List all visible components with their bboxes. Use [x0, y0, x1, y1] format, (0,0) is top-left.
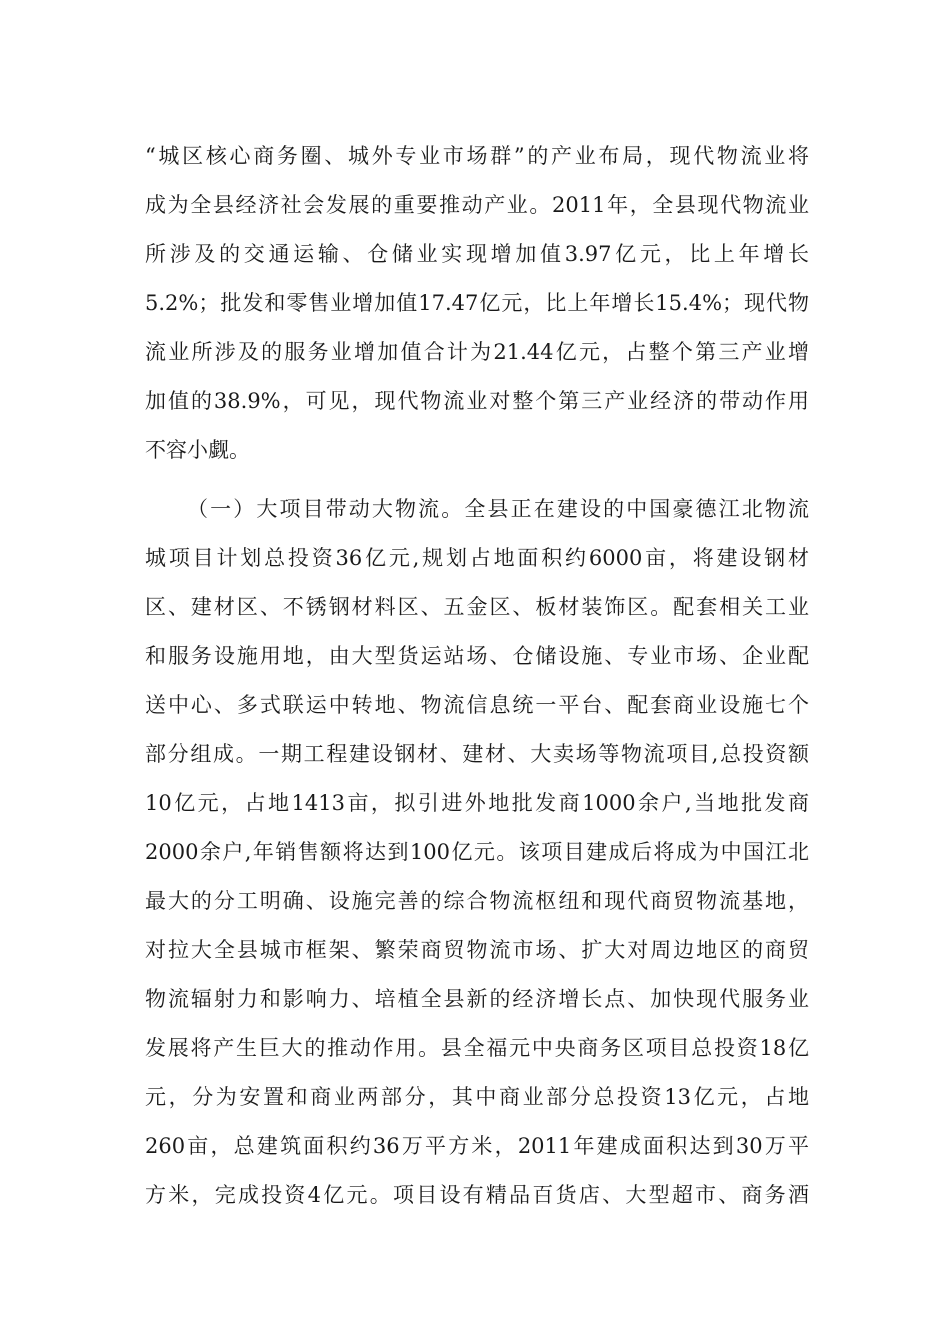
- text-line: 2000余户,年销售额将达到100亿元。该项目建成后将成为中国江北: [145, 840, 809, 864]
- text-line: 加值的38.9%，可见，现代物流业对整个第三产业经济的带动作用: [145, 389, 809, 413]
- document-body: [145, 132, 809, 1230]
- text-line: 260亩，总建筑面积约36万平方米，2011年建成面积达到30万平: [145, 1134, 809, 1158]
- text-line: 送中心、多式联运中转地、物流信息统一平台、配套商业设施七个: [145, 693, 809, 717]
- text-line: 5.2%；批发和零售业增加值17.47亿元，比上年增长15.4%；现代物: [145, 291, 809, 315]
- text-line: 方米，完成投资4亿元。项目设有精品百货店、大型超市、商务酒: [145, 1183, 809, 1207]
- text-line: 10亿元，占地1413亩，拟引进外地批发商1000余户,当地批发商: [145, 791, 809, 815]
- text-line: 和服务设施用地，由大型货运站场、仓储设施、专业市场、企业配: [145, 644, 809, 668]
- text-line: 所涉及的交通运输、仓储业实现增加值3.97亿元，比上年增长: [145, 242, 809, 266]
- paragraph-major-projects: [145, 485, 809, 1220]
- text-line: 物流辐射力和影响力、培植全县新的经济增长点、加快现代服务业: [145, 987, 809, 1011]
- text-line: 发展将产生巨大的推动作用。县全福元中央商务区项目总投资18亿: [145, 1036, 809, 1060]
- text-line: 不容小觑。: [145, 438, 250, 462]
- text-line: 流业所涉及的服务业增加值合计为21.44亿元，占整个第三产业增: [145, 340, 809, 364]
- text-line: 最大的分工明确、设施完善的综合物流枢纽和现代商贸物流基地，: [145, 889, 809, 913]
- text-line: 对拉大全县城市框架、繁荣商贸物流市场、扩大对周边地区的商贸: [145, 938, 809, 962]
- text-line: 元，分为安置和商业两部分，其中商业部分总投资13亿元，占地: [145, 1085, 809, 1109]
- text-line: 部分组成。一期工程建设钢材、建材、大卖场等物流项目,总投资额: [145, 742, 809, 766]
- text-line: 区、建材区、不锈钢材料区、五金区、板材装饰区。配套相关工业: [145, 595, 809, 619]
- paragraph-logistics-overview: [145, 132, 809, 475]
- text-line: 城项目计划总投资36亿元,规划占地面积约6000亩，将建设钢材: [145, 546, 809, 570]
- text-line: （一）大项目带动大物流。全县正在建设的中国豪德江北物流: [187, 497, 809, 521]
- text-line: “城区核心商务圈、城外专业市场群”的产业布局，现代物流业将: [145, 144, 809, 168]
- text-line: 成为全县经济社会发展的重要推动产业。2011年，全县现代物流业: [145, 193, 809, 217]
